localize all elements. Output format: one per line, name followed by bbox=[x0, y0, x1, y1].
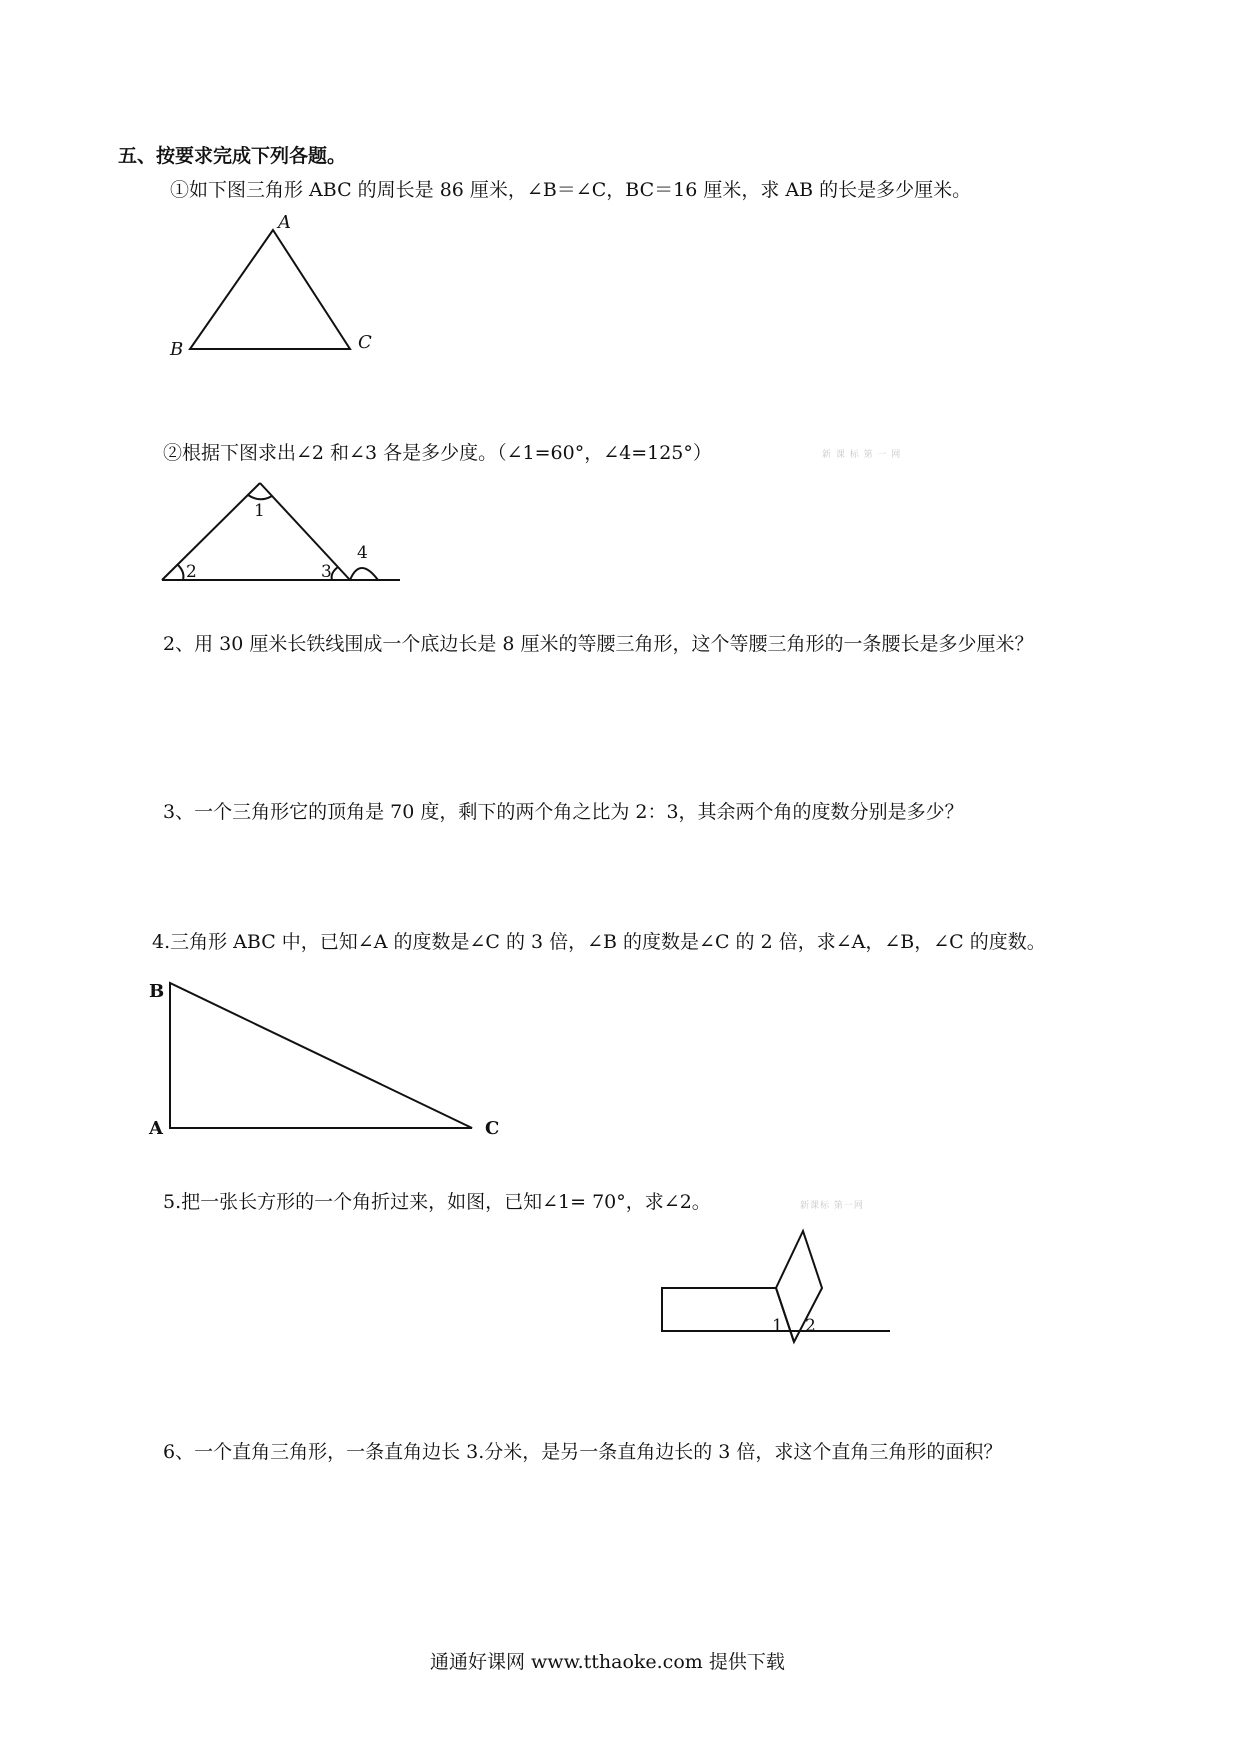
right-triangle-figure bbox=[140, 970, 520, 1140]
footer-text: 通通好课网 www.tthaoke.com 提供下载 bbox=[430, 1651, 785, 1673]
angle-1-arc bbox=[248, 495, 272, 499]
triangle-abc-shape bbox=[190, 230, 350, 349]
q2-text: 2、用 30 厘米长铁线围成一个底边长是 8 厘米的等腰三角形，这个等腰三角形的一条腰长是多少厘米？ bbox=[163, 633, 1034, 655]
q6-text: 6、一个直角三角形，一条直角边长 3.分米，是另一条直角边长的 3 倍，求这个直角三角形的面积？ bbox=[163, 1441, 1003, 1463]
left-side bbox=[162, 483, 260, 580]
angle-2-arc bbox=[178, 565, 183, 580]
angle-label-3: 3 bbox=[321, 562, 332, 582]
q4-text: 4.三角形 ABC 中，已知∠A 的度数是∠C 的 3 倍，∠B 的度数是∠C 的 2 倍，求∠A，∠B，∠C 的度数。 bbox=[152, 931, 1046, 953]
angle-diagram-figure bbox=[150, 470, 420, 590]
angle-label-2: 2 bbox=[805, 1316, 816, 1336]
q1-part2-text: ②根据下图求出∠2 和∠3 各是多少度。（∠1=60°，∠4=125°） bbox=[163, 442, 712, 464]
vertex-label-b: B bbox=[149, 981, 165, 1002]
angle-label-4: 4 bbox=[357, 543, 368, 563]
folded-rectangle-figure bbox=[650, 1225, 900, 1355]
watermark-1: 新 课 标 第 一 网 bbox=[822, 450, 902, 460]
angle-label-1: 1 bbox=[772, 1316, 783, 1336]
angle-label-1: 1 bbox=[254, 501, 265, 521]
q1-part1-text: ①如下图三角形 ABC 的周长是 86 厘米，∠B＝∠C，BC＝16 厘米，求 AB 的长是多少厘米。 bbox=[170, 179, 972, 201]
q5-text: 5.把一张长方形的一个角折过来，如图，已知∠1= 70°，求∠2。 bbox=[163, 1191, 711, 1213]
angle-3-arc bbox=[332, 567, 338, 580]
vertex-label-a: A bbox=[149, 1118, 163, 1139]
section-heading: 五、按要求完成下列各题。 bbox=[118, 145, 347, 167]
angle-4-arc bbox=[350, 568, 378, 580]
triangle-abc-figure bbox=[160, 210, 400, 360]
watermark-2: 新课标 第一网 bbox=[800, 1201, 864, 1211]
q3-text: 3、一个三角形它的顶角是 70 度，剩下的两个角之比为 2：3，其余两个角的度数分别是多少？ bbox=[163, 801, 964, 823]
vertex-label-b: B bbox=[170, 339, 184, 360]
angle-label-2: 2 bbox=[186, 562, 197, 582]
right-side bbox=[260, 483, 350, 580]
vertex-label-a: A bbox=[278, 212, 291, 233]
right-triangle-shape bbox=[170, 983, 472, 1128]
vertex-label-c: C bbox=[485, 1118, 500, 1139]
vertex-label-c: C bbox=[358, 332, 372, 353]
